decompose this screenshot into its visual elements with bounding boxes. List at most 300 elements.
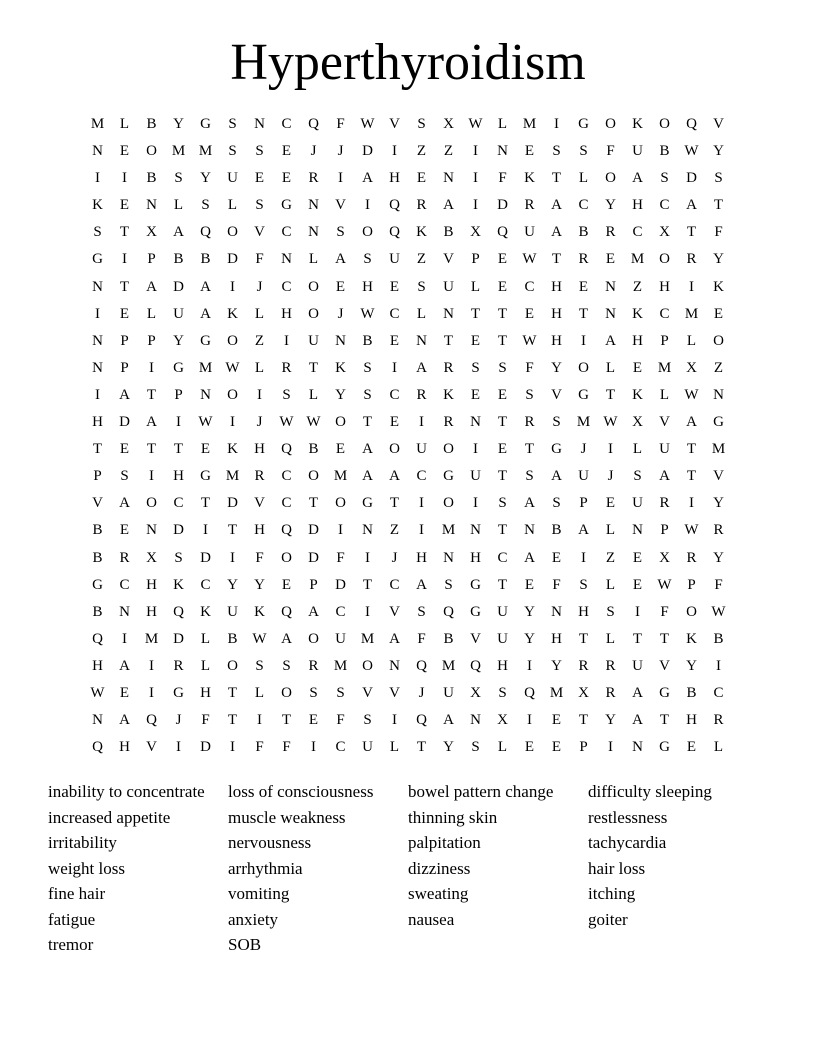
grid-letter: A xyxy=(686,197,697,214)
page-title: Hyperthyroidism xyxy=(230,34,586,91)
grid-letter: O xyxy=(308,278,319,295)
grid-letter: Y xyxy=(443,739,454,756)
grid-letter: D xyxy=(119,414,130,431)
grid-letter: S xyxy=(255,657,264,674)
grid-letter: A xyxy=(551,197,562,214)
grid-letter: S xyxy=(633,468,642,485)
grid-letter: E xyxy=(524,576,535,593)
grid-letter: C xyxy=(416,468,427,485)
grid-letter: N xyxy=(443,549,454,566)
grid-letter: H xyxy=(389,170,400,187)
grid-letter: I xyxy=(608,739,613,756)
grid-letter: T xyxy=(146,441,157,458)
grid-letter: J xyxy=(256,414,263,431)
grid-letter: U xyxy=(335,630,346,647)
grid-letter: M xyxy=(90,116,105,132)
grid-letter: O xyxy=(227,657,238,674)
grid-letter: V xyxy=(254,495,265,512)
grid-letter: S xyxy=(471,739,480,756)
grid-letter: S xyxy=(525,386,534,403)
grid-letter: H xyxy=(146,576,157,593)
grid-letter: G xyxy=(578,116,589,132)
grid-letter: A xyxy=(443,712,454,729)
grid-letter: H xyxy=(146,603,157,620)
grid-letter: N xyxy=(497,143,508,160)
grid-letter: A xyxy=(119,712,130,729)
grid-letter: C xyxy=(335,603,346,620)
grid-letter: U xyxy=(362,739,373,756)
grid-letter: X xyxy=(146,549,157,566)
grid-letter: G xyxy=(443,468,454,485)
grid-letter: E xyxy=(335,278,346,295)
grid-letter: G xyxy=(92,251,103,268)
grid-letter: I xyxy=(230,278,235,295)
grid-letter: B xyxy=(92,549,103,566)
grid-letter: C xyxy=(281,495,292,512)
grid-letter: Q xyxy=(281,441,292,458)
word-list-item: irritability xyxy=(48,833,117,852)
grid-letter: T xyxy=(470,305,481,322)
grid-letter: F xyxy=(336,549,345,566)
grid-letter: G xyxy=(470,603,481,620)
grid-letter: Y xyxy=(335,386,346,403)
grid-letter: H xyxy=(92,414,103,431)
grid-letter: M xyxy=(171,143,186,160)
grid-letter: I xyxy=(527,712,532,729)
grid-letter: Z xyxy=(389,522,400,539)
word-list-item: fine hair xyxy=(48,884,106,903)
grid-letter: T xyxy=(92,441,103,458)
grid-letter: H xyxy=(551,630,562,647)
grid-letter: K xyxy=(92,197,103,214)
grid-letter: E xyxy=(470,332,481,349)
grid-letter: W xyxy=(684,143,699,160)
grid-letter: N xyxy=(470,522,481,539)
grid-letter: H xyxy=(497,657,508,674)
grid-letter: T xyxy=(551,170,562,187)
grid-letter: H xyxy=(632,197,643,214)
grid-letter: T xyxy=(686,441,697,458)
grid-letter: O xyxy=(713,332,724,349)
grid-letter: Q xyxy=(92,630,103,647)
grid-letter: C xyxy=(497,549,508,566)
grid-letter: W xyxy=(225,359,240,376)
grid-letter: A xyxy=(200,305,211,322)
grid-letter: S xyxy=(363,359,372,376)
grid-letter: C xyxy=(578,197,589,214)
grid-letter: O xyxy=(362,657,373,674)
grid-letter: S xyxy=(336,224,345,241)
grid-letter: B xyxy=(146,116,157,132)
grid-letter: X xyxy=(659,224,670,241)
grid-letter: V xyxy=(713,116,724,132)
grid-letter: N xyxy=(146,197,157,214)
grid-letter: T xyxy=(227,522,238,539)
grid-letter: G xyxy=(551,441,562,458)
grid-letter: A xyxy=(200,278,211,295)
grid-letter: K xyxy=(686,630,697,647)
grid-letter: H xyxy=(92,657,103,674)
grid-letter: I xyxy=(95,305,100,322)
word-list xyxy=(48,779,768,958)
grid-letter: R xyxy=(416,197,427,214)
grid-letter: G xyxy=(578,386,589,403)
grid-letter: Z xyxy=(416,143,427,160)
grid-letter: D xyxy=(308,522,319,539)
grid-letter: P xyxy=(120,332,129,349)
grid-letter: X xyxy=(470,684,481,701)
grid-letter: D xyxy=(200,739,211,756)
grid-letter: L xyxy=(470,278,481,295)
grid-letter: F xyxy=(255,251,264,268)
grid-letter: X xyxy=(659,549,670,566)
grid-letter: M xyxy=(198,143,213,160)
grid-letter: S xyxy=(498,359,507,376)
grid-letter: C xyxy=(632,224,643,241)
grid-letter: U xyxy=(497,630,508,647)
grid-letter: Z xyxy=(254,332,265,349)
grid-letter: N xyxy=(308,224,319,241)
grid-letter: E xyxy=(524,739,535,756)
grid-letter: Y xyxy=(713,495,724,512)
grid-letter: H xyxy=(200,684,211,701)
grid-letter: S xyxy=(336,684,345,701)
grid-letter: E xyxy=(119,143,130,160)
grid-letter: E xyxy=(119,441,130,458)
grid-letter: E xyxy=(686,739,697,756)
grid-letter: U xyxy=(173,305,184,322)
grid-letter: L xyxy=(146,305,157,322)
word-list-item: muscle weakness xyxy=(228,807,346,827)
word-list-item: restlessness xyxy=(588,807,668,827)
grid-letter: G xyxy=(713,414,724,431)
grid-letter: Y xyxy=(713,251,724,268)
word-list-item: loss of consciousness xyxy=(228,782,374,801)
grid-letter: U xyxy=(443,684,454,701)
grid-letter: T xyxy=(632,630,643,647)
grid-letter: L xyxy=(578,170,589,187)
word-list-item: increased appetite xyxy=(48,807,171,827)
grid-letter: P xyxy=(660,522,669,539)
grid-letter: N xyxy=(308,197,319,214)
grid-letter: R xyxy=(308,657,319,674)
grid-letter: C xyxy=(119,576,130,593)
grid-letter: I xyxy=(122,630,127,647)
grid-letter: J xyxy=(175,712,182,729)
grid-letter: O xyxy=(281,684,292,701)
grid-letter: W xyxy=(657,576,672,593)
grid-letter: M xyxy=(441,657,456,674)
grid-letter: M xyxy=(522,116,537,132)
grid-letter: Y xyxy=(686,657,697,674)
grid-letter: R xyxy=(686,251,697,268)
grid-letter: L xyxy=(659,386,670,403)
grid-letter: I xyxy=(527,657,532,674)
grid-letter: T xyxy=(605,386,616,403)
grid-letter: F xyxy=(498,170,507,187)
grid-letter: S xyxy=(255,197,264,214)
grid-letter: E xyxy=(389,278,400,295)
word-list-item: nervousness xyxy=(228,833,312,852)
grid-letter: N xyxy=(389,657,400,674)
grid-letter: N xyxy=(362,522,373,539)
grid-letter: N xyxy=(524,522,535,539)
grid-letter: K xyxy=(227,441,238,458)
grid-letter: T xyxy=(497,332,508,349)
grid-letter: T xyxy=(686,224,697,241)
grid-letter: Q xyxy=(524,684,535,701)
grid-letter: I xyxy=(419,495,424,512)
grid-letter: J xyxy=(607,468,614,485)
grid-letter: L xyxy=(497,116,508,132)
grid-letter: O xyxy=(281,549,292,566)
grid-letter: Z xyxy=(713,359,724,376)
grid-letter: J xyxy=(580,441,587,458)
grid-letter: T xyxy=(551,251,562,268)
grid-letter: B xyxy=(200,251,211,268)
grid-letter: W xyxy=(252,630,267,647)
grid-letter: O xyxy=(659,116,670,132)
grid-letter: Q xyxy=(200,224,211,241)
grid-letter: B xyxy=(713,630,724,647)
grid-letter: I xyxy=(716,657,721,674)
grid-letter: O xyxy=(362,224,373,241)
grid-letter: W xyxy=(684,522,699,539)
grid-letter: K xyxy=(200,603,211,620)
grid-letter: A xyxy=(524,549,535,566)
grid-letter: L xyxy=(686,332,697,349)
grid-letter: B xyxy=(686,684,697,701)
grid-letter: A xyxy=(173,224,184,241)
word-list-item: bowel pattern change xyxy=(408,782,554,801)
grid-letter: A xyxy=(119,386,130,403)
grid-letter: Q xyxy=(416,657,427,674)
grid-letter: T xyxy=(686,468,697,485)
grid-letter: T xyxy=(119,224,130,241)
grid-letter: W xyxy=(198,414,213,431)
grid-letter: E xyxy=(524,305,535,322)
grid-letter: I xyxy=(689,495,694,512)
grid-letter: N xyxy=(119,603,130,620)
grid-letter: C xyxy=(281,224,292,241)
grid-letter: T xyxy=(497,522,508,539)
grid-letter: T xyxy=(497,576,508,593)
grid-letter: C xyxy=(389,386,400,403)
grid-letter: O xyxy=(578,359,589,376)
grid-letter: Q xyxy=(308,116,319,132)
grid-letter: A xyxy=(335,251,346,268)
grid-letter: C xyxy=(713,684,724,701)
grid-letter: E xyxy=(389,332,400,349)
grid-letter: I xyxy=(392,143,397,160)
grid-letter: S xyxy=(552,143,561,160)
grid-letter: R xyxy=(713,712,724,729)
grid-letter: A xyxy=(362,441,373,458)
grid-letter: T xyxy=(713,197,724,214)
grid-letter: O xyxy=(308,630,319,647)
grid-letter: V xyxy=(254,224,265,241)
grid-letter: P xyxy=(147,332,156,349)
grid-letter: Q xyxy=(281,603,292,620)
grid-letter: P xyxy=(309,576,318,593)
grid-letter: H xyxy=(470,549,481,566)
grid-letter: O xyxy=(686,603,697,620)
grid-letter: M xyxy=(225,468,240,485)
grid-letter: F xyxy=(714,224,723,241)
grid-letter: I xyxy=(230,414,235,431)
grid-letter: R xyxy=(416,386,427,403)
grid-letter: K xyxy=(632,305,643,322)
grid-letter: G xyxy=(200,468,211,485)
grid-letter: E xyxy=(632,576,643,593)
grid-letter: N xyxy=(146,522,157,539)
grid-letter: L xyxy=(605,630,616,647)
grid-letter: V xyxy=(443,251,454,268)
grid-letter: H xyxy=(362,278,373,295)
grid-letter: D xyxy=(227,495,238,512)
grid-letter: T xyxy=(389,495,400,512)
grid-letter: J xyxy=(310,143,317,160)
grid-letter: I xyxy=(257,386,262,403)
grid-letter: A xyxy=(362,468,373,485)
grid-letter: Y xyxy=(173,332,184,349)
grid-letter: I xyxy=(635,603,640,620)
grid-letter: P xyxy=(660,332,669,349)
grid-letter: E xyxy=(335,441,346,458)
grid-letter: L xyxy=(308,386,319,403)
grid-letter: D xyxy=(227,251,238,268)
grid-letter: V xyxy=(389,603,400,620)
grid-letter: Y xyxy=(524,630,535,647)
grid-letter: S xyxy=(363,386,372,403)
grid-letter: Q xyxy=(92,739,103,756)
grid-letter: D xyxy=(497,197,508,214)
grid-letter: W xyxy=(711,603,726,620)
grid-letter: S xyxy=(174,170,183,187)
grid-letter: I xyxy=(95,170,100,187)
grid-letter: S xyxy=(579,143,588,160)
grid-letter: X xyxy=(470,224,481,241)
grid-letter: H xyxy=(551,305,562,322)
grid-letter: H xyxy=(551,278,562,295)
grid-letter: C xyxy=(389,576,400,593)
grid-letter: I xyxy=(473,495,478,512)
grid-letter: K xyxy=(632,116,643,132)
grid-letter: W xyxy=(603,414,618,431)
grid-letter: A xyxy=(632,170,643,187)
grid-letter: A xyxy=(632,684,643,701)
grid-letter: H xyxy=(659,278,670,295)
grid-letter: M xyxy=(684,305,699,322)
grid-letter: L xyxy=(227,197,238,214)
grid-letter: O xyxy=(443,495,454,512)
grid-letter: Q xyxy=(470,657,481,674)
grid-letter: R xyxy=(605,684,616,701)
grid-letter: A xyxy=(119,495,130,512)
grid-letter: R xyxy=(308,170,319,187)
grid-letter: D xyxy=(308,549,319,566)
grid-letter: R xyxy=(659,495,670,512)
grid-letter: Y xyxy=(524,603,535,620)
grid-letter: L xyxy=(254,359,265,376)
grid-letter: E xyxy=(389,414,400,431)
grid-letter: S xyxy=(282,657,291,674)
grid-letter: I xyxy=(608,441,613,458)
grid-letter: X xyxy=(632,414,643,431)
grid-letter: O xyxy=(146,143,157,160)
grid-letter: Y xyxy=(200,170,211,187)
grid-letter: Y xyxy=(254,576,265,593)
grid-letter: V xyxy=(146,739,157,756)
grid-letter: U xyxy=(632,657,643,674)
grid-letter: Y xyxy=(713,143,724,160)
grid-letter: V xyxy=(659,414,670,431)
grid-letter: G xyxy=(470,576,481,593)
grid-letter: V xyxy=(92,495,103,512)
grid-letter: F xyxy=(255,549,264,566)
grid-letter: G xyxy=(173,359,184,376)
grid-letter: F xyxy=(606,143,615,160)
grid-letter: P xyxy=(471,251,480,268)
grid-letter: T xyxy=(524,441,535,458)
grid-letter: S xyxy=(444,576,453,593)
grid-letter: T xyxy=(281,712,292,729)
grid-letter: N xyxy=(632,522,643,539)
grid-letter: R xyxy=(281,359,292,376)
grid-letter: I xyxy=(392,359,397,376)
grid-letter: W xyxy=(468,116,483,132)
grid-letter: F xyxy=(201,712,210,729)
grid-letter: O xyxy=(227,224,238,241)
grid-letter: A xyxy=(551,468,562,485)
grid-letter: B xyxy=(578,224,589,241)
grid-letter: K xyxy=(335,359,346,376)
grid-letter: N xyxy=(632,739,643,756)
grid-letter: A xyxy=(686,414,697,431)
grid-letter: S xyxy=(363,712,372,729)
grid-letter: W xyxy=(279,414,294,431)
word-list-item: thinning skin xyxy=(408,807,498,827)
grid-letter: B xyxy=(308,441,319,458)
grid-letter: E xyxy=(281,576,292,593)
grid-letter: W xyxy=(306,414,321,431)
grid-letter: I xyxy=(203,522,208,539)
grid-letter: U xyxy=(227,170,238,187)
grid-letter: C xyxy=(524,278,535,295)
grid-letter: I xyxy=(95,386,100,403)
grid-letter: W xyxy=(360,305,375,322)
grid-letter: Z xyxy=(416,251,427,268)
grid-letter: A xyxy=(416,576,427,593)
grid-letter: A xyxy=(389,630,400,647)
grid-letter: T xyxy=(497,305,508,322)
grid-letter: E xyxy=(119,197,130,214)
grid-letter: F xyxy=(525,359,534,376)
grid-letter: S xyxy=(417,603,426,620)
grid-letter: T xyxy=(227,684,238,701)
grid-letter: G xyxy=(281,197,292,214)
grid-letter: Q xyxy=(686,116,697,132)
grid-letter: P xyxy=(579,739,588,756)
grid-letter: R xyxy=(173,657,184,674)
grid-letter: N xyxy=(443,305,454,322)
grid-letter: E xyxy=(524,143,535,160)
grid-letter: E xyxy=(551,712,562,729)
grid-letter: I xyxy=(365,549,370,566)
grid-letter: I xyxy=(176,739,181,756)
grid-letter: Q xyxy=(146,712,157,729)
grid-letter: U xyxy=(227,603,238,620)
